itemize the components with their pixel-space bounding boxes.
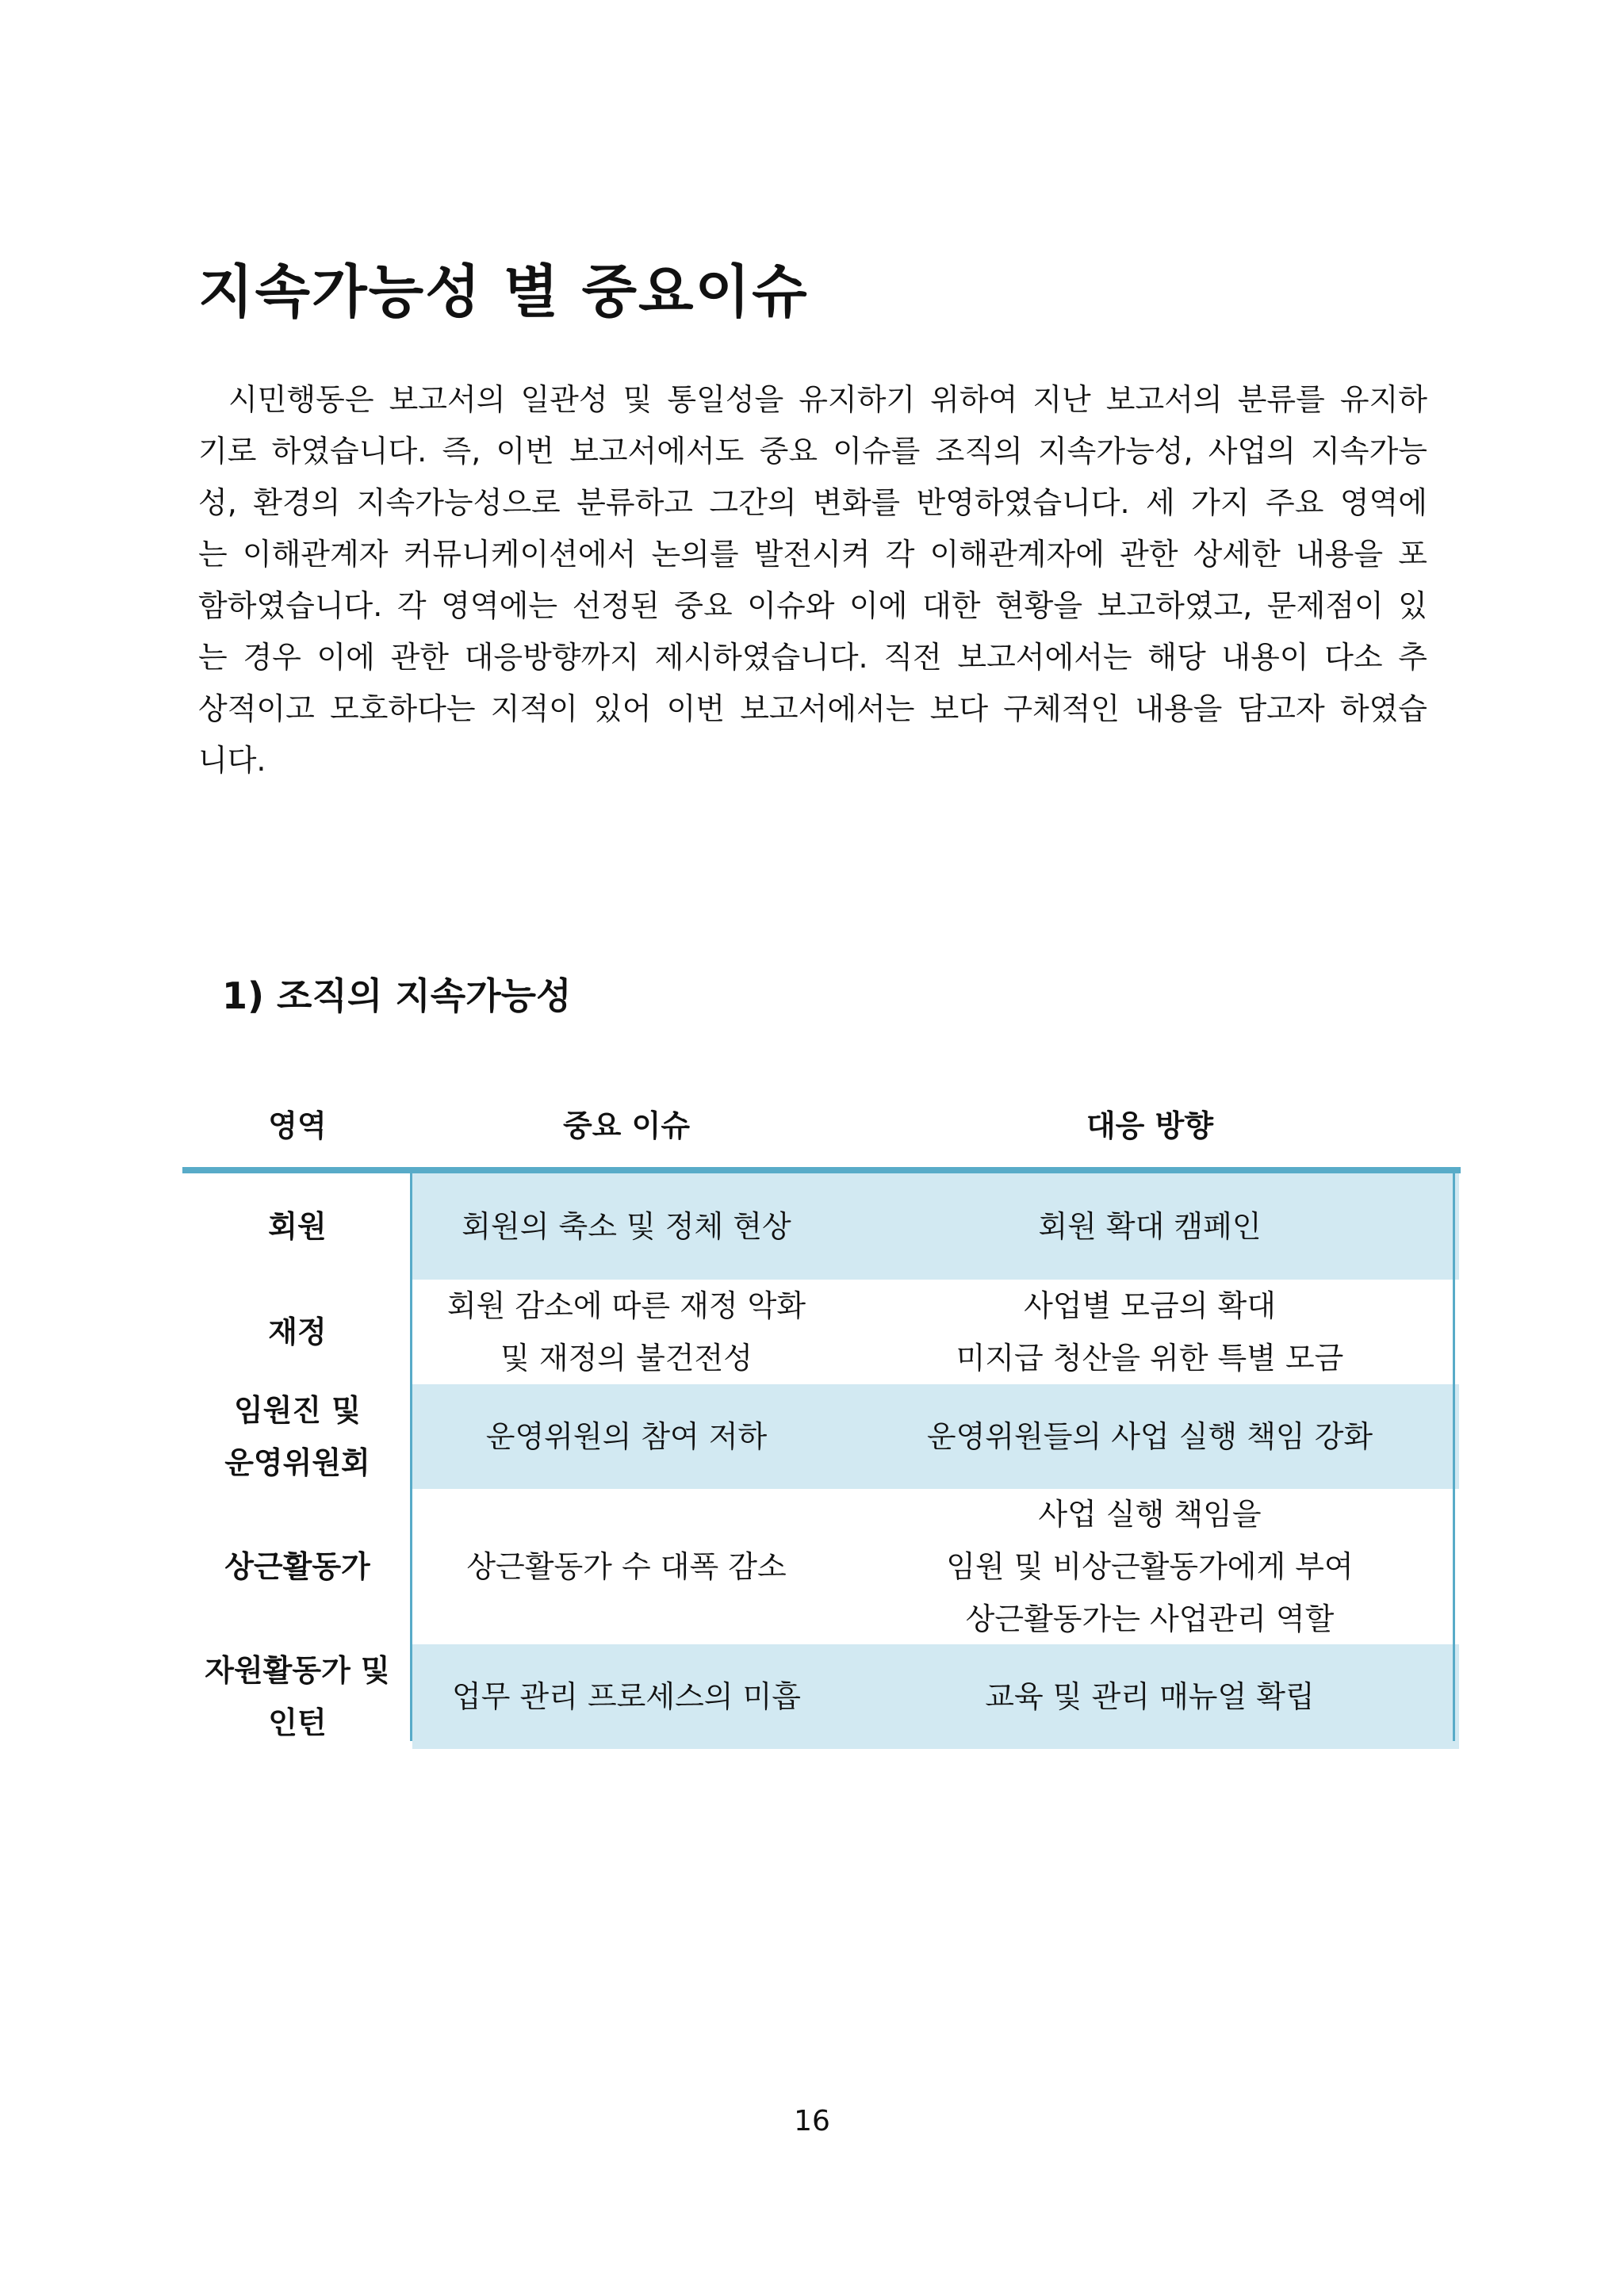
area-cell: 임원진 및 운영위원회 — [224, 1393, 370, 1480]
issue-cell: 운영위원의 참여 저하 — [412, 1384, 841, 1489]
response-cell: 사업 실행 책임을 임원 및 비상근활동가에게 부여 상근활동가는 사업관리 역할 — [946, 1497, 1354, 1636]
table-top-rule — [182, 1167, 1461, 1173]
issue-cell: 상근활동가 수 대폭 감소 — [466, 1549, 787, 1584]
header-issue: 중요 이슈 — [562, 1108, 691, 1143]
table-divider-right — [1453, 1173, 1455, 1741]
table-row — [182, 1280, 1459, 1384]
header-area: 영역 — [268, 1108, 327, 1143]
issue-cell: 회원의 축소 및 정체 현상 — [412, 1173, 841, 1280]
table-divider-left — [410, 1173, 412, 1741]
issues-table — [182, 1173, 1459, 1749]
intro-paragraph: 시민행동은 보고서의 일관성 및 통일성을 유지하기 위하여 지난 보고서의 분류를 유지하기로 하였습니다. 즉, 이번 보고서에서도 중요 이슈를 조직의 지속가능성, 사업의 지속가능성, 환경의 지속가능성으로 분류하고 그간의 변화를 반영하였습니다. 세 가지 주요 영역에는 이해관계자 커뮤니케이션에서 논의를 발전시켜 각 이해관계자에 관한 상세한 내용을 포함하였습니다. 각 영역에는 선정된 중요 이슈와 이에 대한 현황을 보고하였고, 문제점이 있는 경우 이에 관한 대응방향까지 제시하였습니다. 직전 보고서에서는 해당 내용이 다소 추상적이고 모호하다는 지적이 있어 이번 보고서에서는 보다 구체적인 내용을 담고자 하였습니다. — [198, 382, 1427, 778]
table-header-row — [182, 1094, 1459, 1158]
area-cell: 재정 — [268, 1314, 327, 1349]
area-cell: 자원활동가 및 인턴 — [205, 1653, 390, 1740]
page-title: 지속가능성 별 중요이슈 — [198, 258, 809, 325]
table-row — [182, 1173, 1459, 1280]
response-cell: 사업별 모금의 확대 미지급 청산을 위한 특별 모금 — [956, 1288, 1344, 1376]
issue-cell: 회원 감소에 따른 재정 악화 및 재정의 불건전성 — [446, 1288, 806, 1376]
area-cell: 회원 — [268, 1209, 327, 1244]
response-cell: 회원 확대 캠페인 — [841, 1173, 1459, 1280]
issue-cell: 업무 관리 프로세스의 미흡 — [412, 1644, 841, 1749]
header-response: 대응 방향 — [1086, 1108, 1214, 1143]
section-heading: 1) 조직의 지속가능성 — [222, 974, 572, 1017]
response-cell: 교육 및 관리 매뉴얼 확립 — [841, 1644, 1459, 1749]
table-row — [182, 1489, 1459, 1644]
area-cell: 상근활동가 — [224, 1549, 370, 1584]
response-cell: 운영위원들의 사업 실행 책임 강화 — [841, 1384, 1459, 1489]
table-row — [182, 1384, 1459, 1489]
table-row — [182, 1644, 1459, 1749]
page-number: 16 — [794, 2105, 830, 2137]
